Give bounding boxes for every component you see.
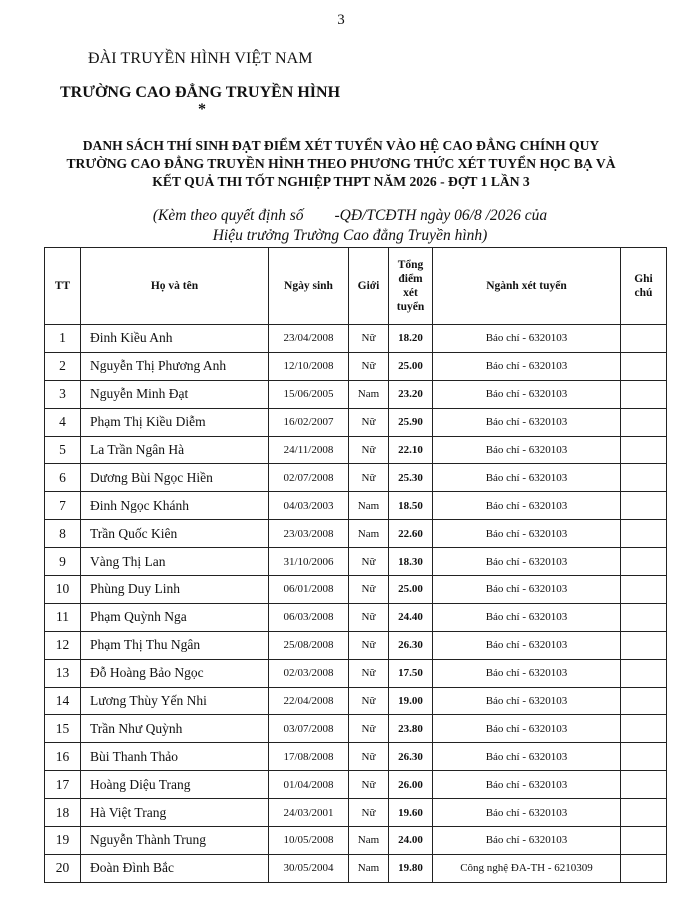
table-row [45, 548, 667, 576]
major-cell: Báo chí - 6320103 [433, 771, 621, 799]
candidate-name-cell: Trần Như Quỳnh [81, 715, 269, 743]
note-cell [621, 687, 667, 715]
table-row [45, 743, 667, 771]
header-score-line: xét [403, 287, 418, 299]
date-of-birth-cell: 02/03/2008 [269, 659, 349, 687]
total-score-cell: 18.30 [389, 548, 433, 576]
table-row [45, 687, 667, 715]
header-dob: Ngày sinh [269, 248, 349, 325]
note-cell [621, 352, 667, 380]
candidate-name-cell: Phạm Thị Thu Ngân [81, 631, 269, 659]
date-of-birth-cell: 25/08/2008 [269, 631, 349, 659]
total-score-cell: 25.00 [389, 352, 433, 380]
gender-cell: Nữ [349, 325, 389, 353]
total-score-cell: 26.30 [389, 631, 433, 659]
gender-cell: Nữ [349, 743, 389, 771]
row-number-cell: 8 [45, 520, 81, 548]
table-row [45, 352, 667, 380]
major-cell: Báo chí - 6320103 [433, 436, 621, 464]
date-of-birth-cell: 24/11/2008 [269, 436, 349, 464]
table-row [45, 380, 667, 408]
total-score-cell: 25.90 [389, 408, 433, 436]
gender-cell: Nam [349, 827, 389, 855]
row-number-cell: 11 [45, 603, 81, 631]
date-of-birth-cell: 03/07/2008 [269, 715, 349, 743]
candidate-name-cell: Nguyễn Thành Trung [81, 827, 269, 855]
row-number-cell: 2 [45, 352, 81, 380]
major-cell: Báo chí - 6320103 [433, 659, 621, 687]
note-cell [621, 548, 667, 576]
row-number-cell: 9 [45, 548, 81, 576]
subtitle-line-2: Hiệu trưởng Trường Cao đẳng Truyền hình) [212, 227, 488, 244]
date-of-birth-cell: 02/07/2008 [269, 464, 349, 492]
gender-cell: Nữ [349, 771, 389, 799]
major-cell: Báo chí - 6320103 [433, 631, 621, 659]
gender-cell: Nữ [349, 687, 389, 715]
major-cell: Báo chí - 6320103 [433, 548, 621, 576]
gender-cell: Nam [349, 492, 389, 520]
note-cell [621, 799, 667, 827]
row-number-cell: 15 [45, 715, 81, 743]
gender-cell: Nữ [349, 464, 389, 492]
note-cell [621, 603, 667, 631]
gender-cell: Nữ [349, 715, 389, 743]
total-score-cell: 19.80 [389, 854, 433, 882]
note-cell [621, 631, 667, 659]
gender-cell: Nữ [349, 548, 389, 576]
candidate-name-cell: Phùng Duy Linh [81, 576, 269, 604]
date-of-birth-cell: 06/01/2008 [269, 576, 349, 604]
note-cell [621, 743, 667, 771]
header-tt: TT [45, 248, 81, 325]
date-of-birth-cell: 16/02/2007 [269, 408, 349, 436]
date-of-birth-cell: 04/03/2003 [269, 492, 349, 520]
row-number-cell: 20 [45, 854, 81, 882]
major-cell: Báo chí - 6320103 [433, 603, 621, 631]
gender-cell: Nữ [349, 603, 389, 631]
total-score-cell: 18.50 [389, 492, 433, 520]
header-score-line: tuyển [396, 301, 425, 313]
total-score-cell: 19.00 [389, 687, 433, 715]
candidate-name-cell: Nguyễn Minh Đạt [81, 380, 269, 408]
table-row [45, 771, 667, 799]
date-of-birth-cell: 17/08/2008 [269, 743, 349, 771]
total-score-cell: 24.40 [389, 603, 433, 631]
date-of-birth-cell: 31/10/2006 [269, 548, 349, 576]
date-of-birth-cell: 30/05/2004 [269, 854, 349, 882]
date-of-birth-cell: 22/04/2008 [269, 687, 349, 715]
table-row [45, 799, 667, 827]
candidate-name-cell: Phạm Quỳnh Nga [81, 603, 269, 631]
document-title [30, 137, 652, 191]
major-cell: Báo chí - 6320103 [433, 520, 621, 548]
note-cell [621, 715, 667, 743]
candidate-name-cell: Đinh Ngọc Khánh [81, 492, 269, 520]
header-note [621, 248, 667, 325]
header-major: Ngành xét tuyển [433, 248, 621, 325]
total-score-cell: 19.60 [389, 799, 433, 827]
candidate-table [44, 247, 667, 883]
note-cell [621, 380, 667, 408]
candidate-name-cell: Hoàng Diệu Trang [81, 771, 269, 799]
candidate-name-cell: Bùi Thanh Thảo [81, 743, 269, 771]
date-of-birth-cell: 23/04/2008 [269, 325, 349, 353]
major-cell: Báo chí - 6320103 [433, 743, 621, 771]
school-name: TRƯỜNG CAO ĐẲNG TRUYỀN HÌNH [60, 84, 341, 101]
title-line-2: TRƯỜNG CAO ĐẲNG TRUYỀN HÌNH THEO PHƯƠNG THỨC XÉT TUYỂN HỌC BẠ VÀ [66, 156, 616, 171]
table-row [45, 631, 667, 659]
candidate-name-cell: Đoàn Đình Bắc [81, 854, 269, 882]
candidate-name-cell: Hà Việt Trang [81, 799, 269, 827]
table-row [45, 603, 667, 631]
candidate-name-cell: Dương Bùi Ngọc Hiền [81, 464, 269, 492]
row-number-cell: 10 [45, 576, 81, 604]
total-score-cell: 23.20 [389, 380, 433, 408]
note-cell [621, 408, 667, 436]
total-score-cell: 23.80 [389, 715, 433, 743]
total-score-cell: 17.50 [389, 659, 433, 687]
gender-cell: Nữ [349, 352, 389, 380]
candidate-name-cell: Nguyễn Thị Phương Anh [81, 352, 269, 380]
gender-cell: Nữ [349, 659, 389, 687]
table-row [45, 492, 667, 520]
row-number-cell: 3 [45, 380, 81, 408]
major-cell: Báo chí - 6320103 [433, 464, 621, 492]
gender-cell: Nữ [349, 436, 389, 464]
note-cell [621, 771, 667, 799]
total-score-cell: 26.00 [389, 771, 433, 799]
table-row [45, 659, 667, 687]
table-header-row [45, 248, 667, 325]
total-score-cell: 24.00 [389, 827, 433, 855]
header-score-line: điểm [398, 273, 423, 285]
row-number-cell: 4 [45, 408, 81, 436]
date-of-birth-cell: 12/10/2008 [269, 352, 349, 380]
table-row [45, 576, 667, 604]
date-of-birth-cell: 24/03/2001 [269, 799, 349, 827]
major-cell: Báo chí - 6320103 [433, 408, 621, 436]
header-sex: Giới [349, 248, 389, 325]
total-score-cell: 25.30 [389, 464, 433, 492]
note-cell [621, 659, 667, 687]
row-number-cell: 6 [45, 464, 81, 492]
gender-cell: Nữ [349, 576, 389, 604]
note-cell [621, 827, 667, 855]
header-note-line: chú [634, 287, 653, 299]
candidate-name-cell: Trần Quốc Kiên [81, 520, 269, 548]
major-cell: Công nghệ ĐA-TH - 6210309 [433, 854, 621, 882]
major-cell: Báo chí - 6320103 [433, 352, 621, 380]
table-row [45, 408, 667, 436]
gender-cell: Nữ [349, 631, 389, 659]
table-row [45, 436, 667, 464]
table-row [45, 715, 667, 743]
subtitle-line-1: (Kèm theo quyết định số -QĐ/TCĐTH ngày 06/8 /2026 của [152, 207, 548, 224]
table-row [45, 464, 667, 492]
header-note-line: Ghi [634, 273, 653, 285]
row-number-cell: 14 [45, 687, 81, 715]
gender-cell: Nam [349, 854, 389, 882]
total-score-cell: 18.20 [389, 325, 433, 353]
row-number-cell: 19 [45, 827, 81, 855]
gender-cell: Nam [349, 380, 389, 408]
total-score-cell: 25.00 [389, 576, 433, 604]
candidate-name-cell: Phạm Thị Kiều Diễm [81, 408, 269, 436]
total-score-cell: 22.10 [389, 436, 433, 464]
row-number-cell: 1 [45, 325, 81, 353]
row-number-cell: 13 [45, 659, 81, 687]
major-cell: Báo chí - 6320103 [433, 799, 621, 827]
candidate-name-cell: Vàng Thị Lan [81, 548, 269, 576]
gender-cell: Nữ [349, 408, 389, 436]
candidate-name-cell: Đinh Kiều Anh [81, 325, 269, 353]
major-cell: Báo chí - 6320103 [433, 380, 621, 408]
document-subtitle [100, 206, 600, 246]
major-cell: Báo chí - 6320103 [433, 715, 621, 743]
gender-cell: Nam [349, 520, 389, 548]
date-of-birth-cell: 10/05/2008 [269, 827, 349, 855]
row-number-cell: 16 [45, 743, 81, 771]
note-cell [621, 325, 667, 353]
row-number-cell: 17 [45, 771, 81, 799]
header-score [389, 248, 433, 325]
date-of-birth-cell: 06/03/2008 [269, 603, 349, 631]
major-cell: Báo chí - 6320103 [433, 827, 621, 855]
major-cell: Báo chí - 6320103 [433, 325, 621, 353]
note-cell [621, 576, 667, 604]
note-cell [621, 436, 667, 464]
note-cell [621, 854, 667, 882]
table-body [45, 325, 667, 883]
total-score-cell: 22.60 [389, 520, 433, 548]
header-score-line: Tổng [397, 259, 424, 271]
table-row [45, 325, 667, 353]
note-cell [621, 464, 667, 492]
note-cell [621, 492, 667, 520]
header-name: Họ và tên [81, 248, 269, 325]
total-score-cell: 26.30 [389, 743, 433, 771]
page-number: 3 [337, 12, 345, 28]
row-number-cell: 12 [45, 631, 81, 659]
candidate-name-cell: Lương Thùy Yến Nhi [81, 687, 269, 715]
title-line-1: DANH SÁCH THÍ SINH ĐẠT ĐIỂM XÉT TUYỂN VÀO HỆ CAO ĐẲNG CHÍNH QUY [82, 138, 600, 153]
row-number-cell: 18 [45, 799, 81, 827]
organization-name: ĐÀI TRUYỀN HÌNH VIỆT NAM [88, 50, 313, 67]
date-of-birth-cell: 01/04/2008 [269, 771, 349, 799]
major-cell: Báo chí - 6320103 [433, 687, 621, 715]
title-line-3: KẾT QUẢ THI TỐT NGHIỆP THPT NĂM 2026 - ĐỢT 1 LẦN 3 [152, 174, 530, 189]
header-star: * [198, 101, 206, 118]
date-of-birth-cell: 15/06/2005 [269, 380, 349, 408]
major-cell: Báo chí - 6320103 [433, 576, 621, 604]
candidate-name-cell: Đỗ Hoàng Bảo Ngọc [81, 659, 269, 687]
note-cell [621, 520, 667, 548]
date-of-birth-cell: 23/03/2008 [269, 520, 349, 548]
table-row [45, 520, 667, 548]
table-row [45, 854, 667, 882]
row-number-cell: 7 [45, 492, 81, 520]
table-row [45, 827, 667, 855]
candidate-name-cell: La Trần Ngân Hà [81, 436, 269, 464]
row-number-cell: 5 [45, 436, 81, 464]
gender-cell: Nữ [349, 799, 389, 827]
major-cell: Báo chí - 6320103 [433, 492, 621, 520]
